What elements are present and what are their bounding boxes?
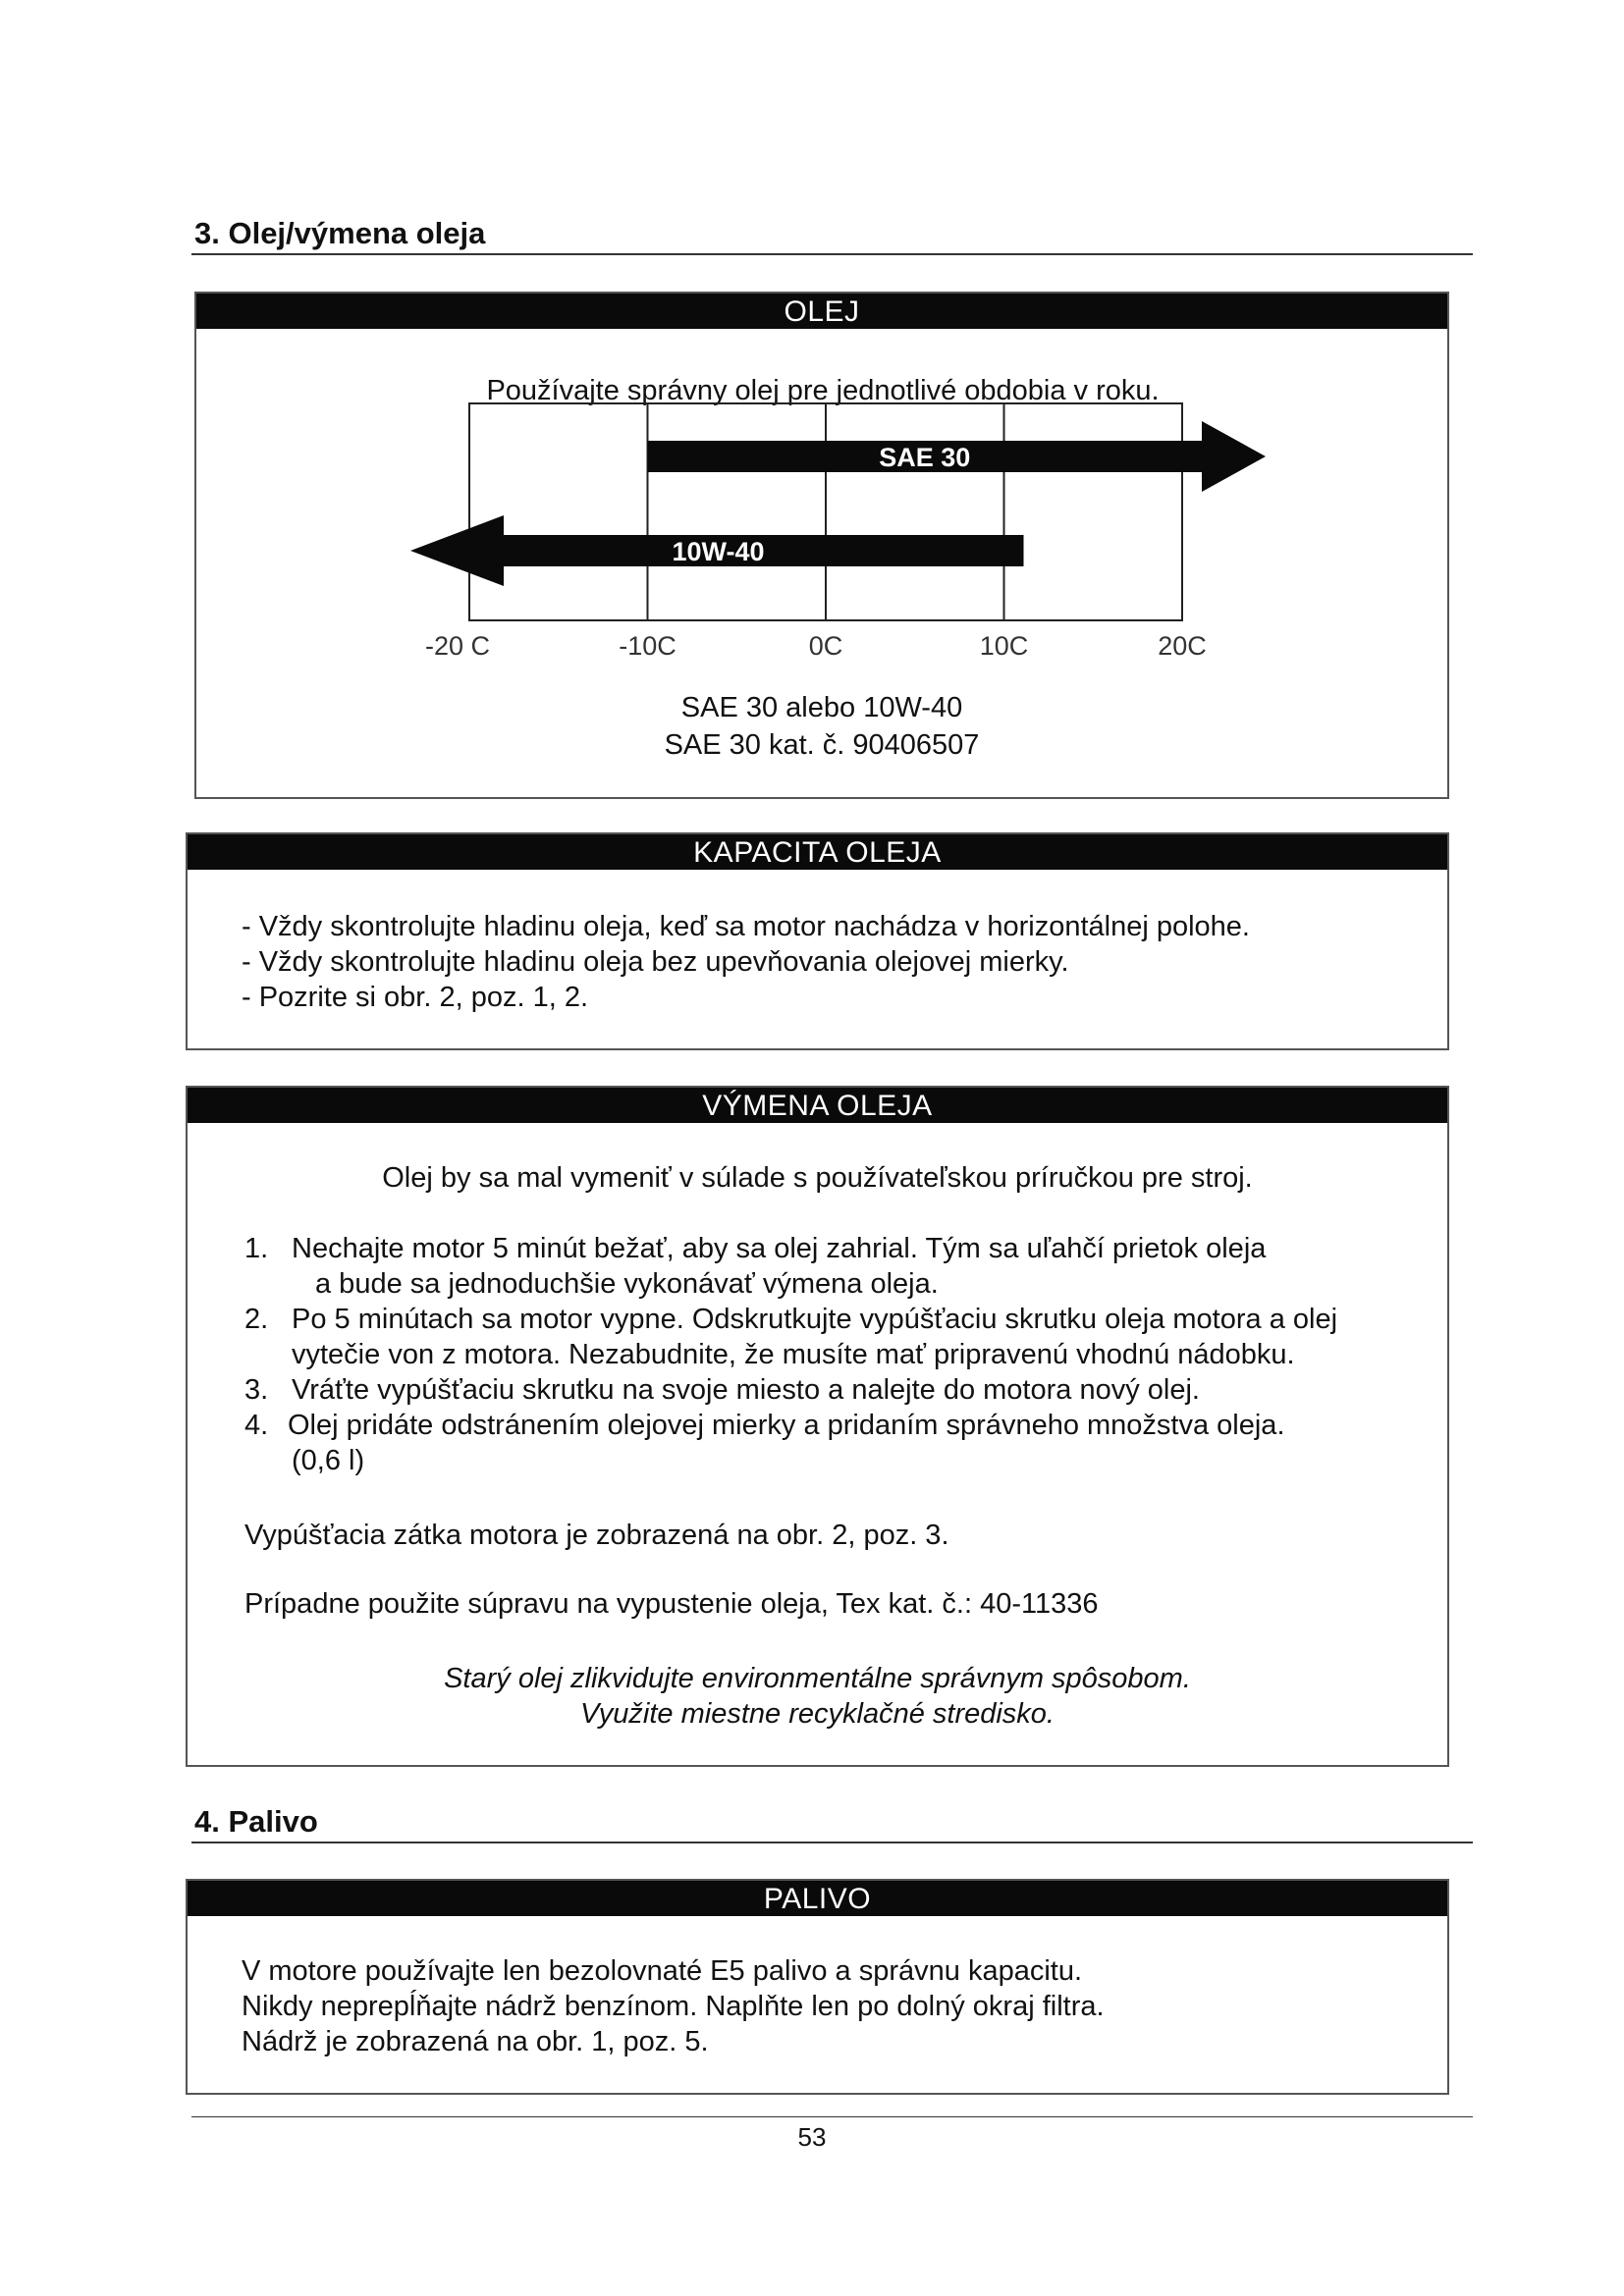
section-title-fuel: 4. Palivo (194, 1804, 318, 1839)
step-1-line-1: Nechajte motor 5 minút bežať, aby sa olej zahrial. Tým sa uľahčí prietok oleja (292, 1233, 1267, 1264)
step-3-line-1: Vráťte vypúšťaciu skrutku na svoje miesto a nalejte do motora nový olej. (292, 1374, 1200, 1406)
oil-box-header: OLEJ (196, 294, 1447, 329)
fuel-box (186, 1879, 1449, 2095)
capacity-item-2: - Vždy skontrolujte hladinu oleja bez upevňovania olejovej mierky. (242, 946, 1069, 978)
chart-bar-label-10w40: 10W-40 (672, 537, 765, 566)
section-rule-fuel (191, 1842, 1473, 1843)
chart-tick-label: -20 C (424, 631, 491, 661)
footer-rule (191, 2116, 1473, 2117)
oil-capacity-box (186, 832, 1449, 1050)
fuel-line-2: Nikdy neprepĺňajte nádrž benzínom. Naplňte len po dolný okraj filtra. (242, 1991, 1105, 2022)
page-number: 53 (797, 2122, 827, 2152)
capacity-item-3: - Pozrite si obr. 2, poz. 1, 2. (242, 982, 588, 1013)
step-2-number: 2. (244, 1304, 269, 1335)
oil-change-intro: Olej by sa mal vymeniť v súlade s používateľskou príručkou pre stroj. (382, 1162, 1253, 1194)
oil-summary-line1: SAE 30 alebo 10W-40 (680, 692, 963, 723)
chart-tick-label: -10C (619, 631, 677, 661)
section-title-oil: 3. Olej/výmena oleja (194, 216, 486, 250)
step-4-line-2: (0,6 l) (292, 1445, 365, 1476)
step-2-line-2: vytečie von z motora. Nezabudnite, že musíte mať pripravenú vhodnú nádobku. (292, 1339, 1295, 1370)
step-1-number: 1. (244, 1233, 269, 1264)
step-3-number: 3. (244, 1374, 269, 1406)
step-4-line-1: Olej pridáte odstránením olejovej mierky a pridaním správneho množstva oleja. (288, 1410, 1285, 1441)
capacity-item-1: - Vždy skontrolujte hladinu oleja, keď sa motor nachádza v horizontálnej polohe. (242, 911, 1250, 942)
disposal-note-line1: Starý olej zlikvidujte environmentálne správnym spôsobom. (444, 1663, 1191, 1694)
oil-box (194, 292, 1449, 799)
oil-change-box (186, 1086, 1449, 1767)
chart-tick-label: 10C (979, 631, 1029, 661)
chart-tick-label: 20C (1158, 631, 1207, 661)
oil-chart-title: Používajte správny olej pre jednotlivé obdobia v roku. (486, 375, 1160, 406)
fuel-box-header: PALIVO (188, 1881, 1447, 1916)
chart-tick-label: 0C (808, 631, 843, 661)
drain-plug-note: Vypúšťacia zátka motora je zobrazená na obr. 2, poz. 3. (244, 1520, 949, 1551)
drain-kit-note: Prípadne použite súpravu na vypustenie oleja, Tex kat. č.: 40-11336 (244, 1588, 1099, 1620)
disposal-note-line2: Využite miestne recyklačné stredisko. (579, 1698, 1055, 1730)
oil-capacity-header: KAPACITA OLEJA (188, 834, 1447, 870)
fuel-line-1: V motore používajte len bezolovnaté E5 palivo a správnu kapacitu. (242, 1955, 1083, 1987)
fuel-line-3: Nádrž je zobrazená na obr. 1, poz. 5. (242, 2026, 709, 2057)
step-2-line-1: Po 5 minútach sa motor vypne. Odskrutkujte vypúšťaciu skrutku oleja motora a olej (292, 1304, 1338, 1335)
section-rule (191, 253, 1473, 255)
chart-bar-label-sae30: SAE 30 (879, 443, 971, 472)
step-4-number: 4. (244, 1410, 269, 1441)
step-1-line-2: a bude sa jednoduchšie vykonávať výmena oleja. (315, 1268, 939, 1300)
oil-change-header: VÝMENA OLEJA (188, 1088, 1447, 1123)
oil-summary-line2: SAE 30 kat. č. 90406507 (664, 729, 980, 761)
